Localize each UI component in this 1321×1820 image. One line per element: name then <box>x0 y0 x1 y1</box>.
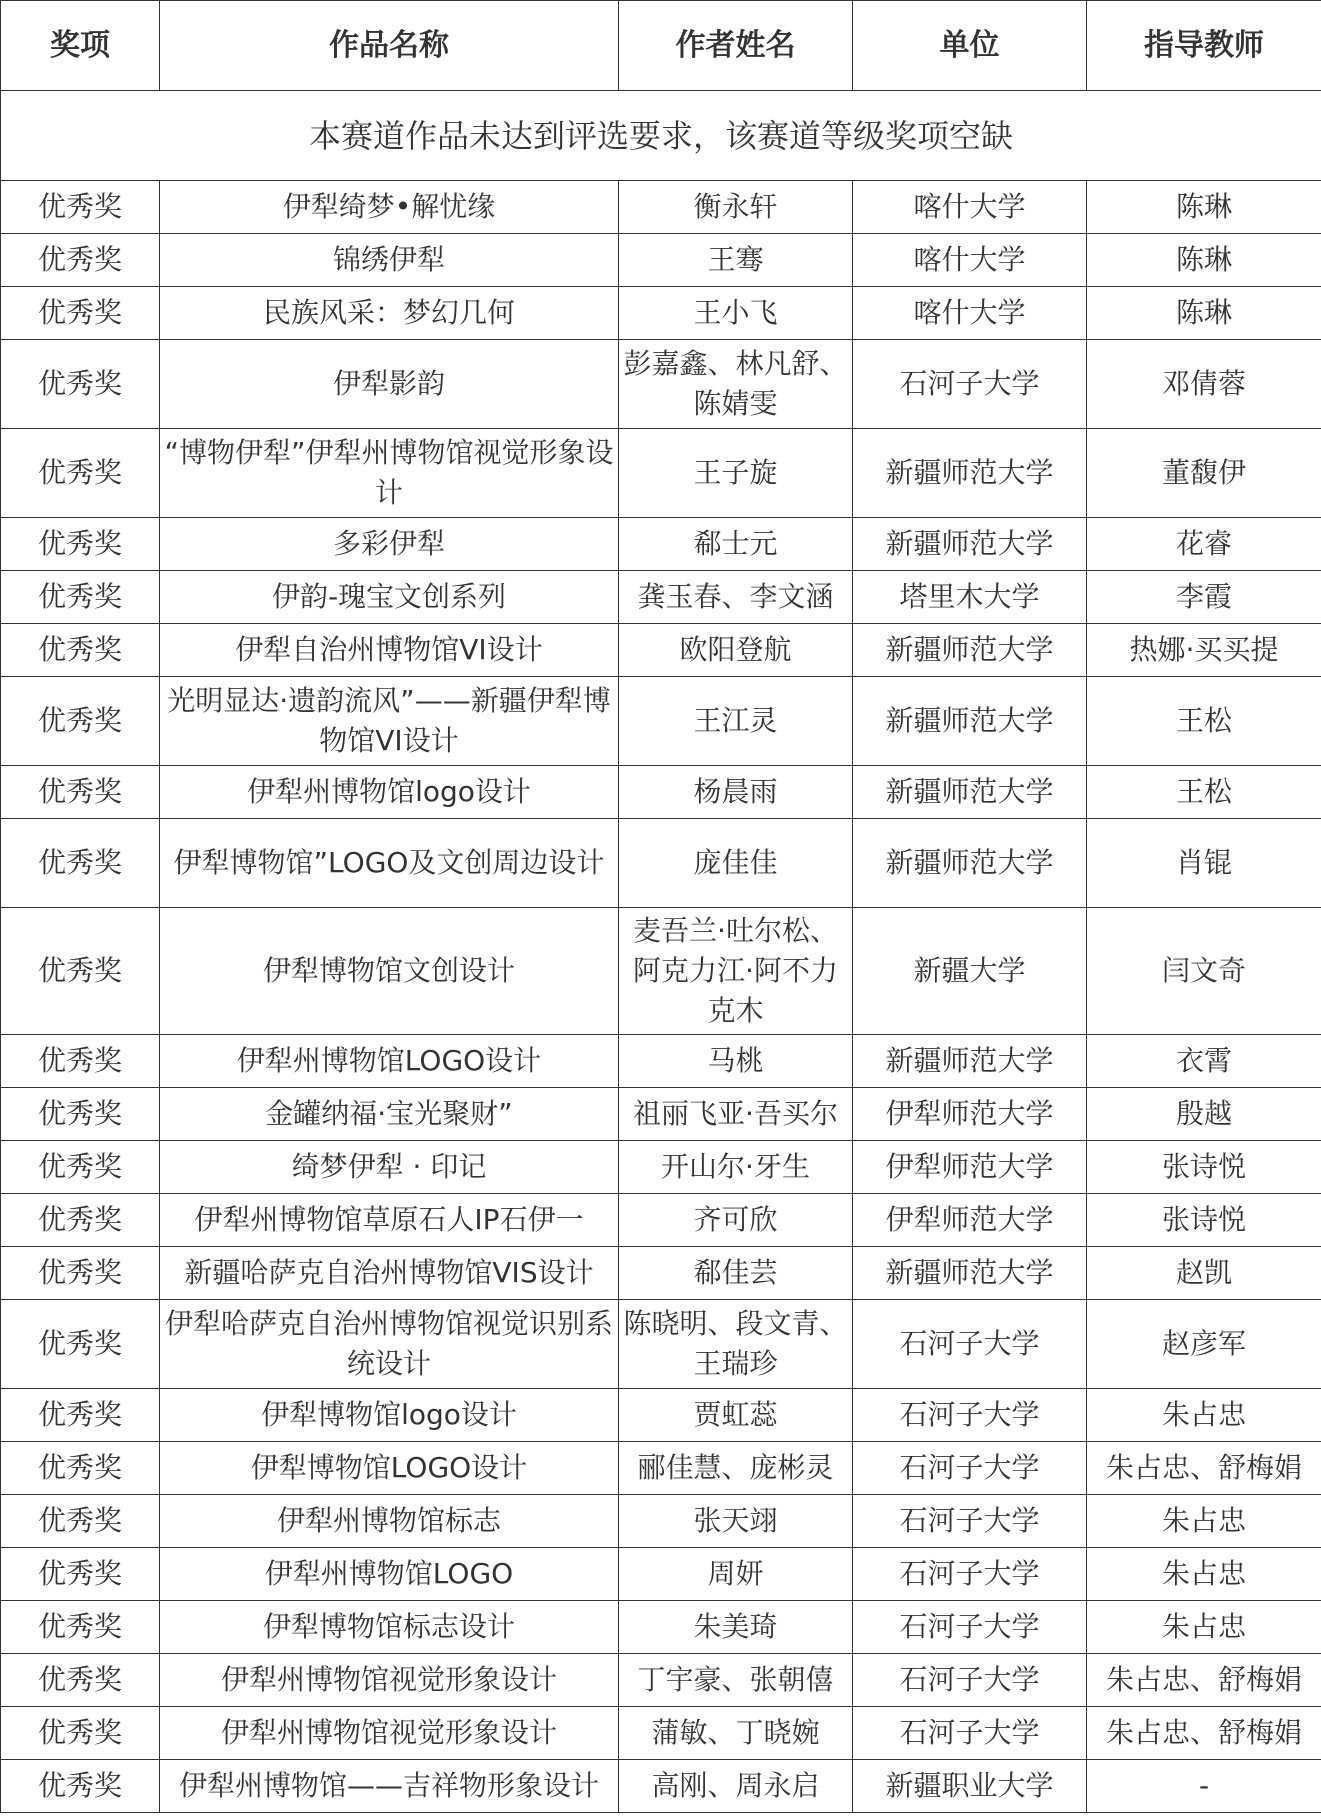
teacher-cell: 朱占忠 <box>1087 1495 1321 1548</box>
work-title-cell: 绮梦伊犁 · 印记 <box>160 1141 619 1194</box>
notice-row <box>1 91 1321 181</box>
table-row <box>1 1495 1321 1548</box>
award-cell: 优秀奖 <box>1 287 160 340</box>
award-cell: 优秀奖 <box>1 1300 160 1389</box>
unit-cell: 新疆师范大学 <box>853 1247 1087 1300</box>
header-unit: 单位 <box>853 1 1087 91</box>
table-row <box>1 181 1321 234</box>
work-title-cell: 伊犁州博物馆草原石人IP石伊一 <box>160 1194 619 1247</box>
table-row <box>1 1300 1321 1389</box>
author-cell: 王骞 <box>619 234 853 287</box>
unit-cell: 新疆师范大学 <box>853 677 1087 766</box>
work-title-cell: 光明显达·遗韵流风”——新疆伊犁博物馆VI设计 <box>160 677 619 766</box>
unit-cell: 新疆师范大学 <box>853 1035 1087 1088</box>
work-title-cell: 新疆哈萨克自治州博物馆VIS设计 <box>160 1247 619 1300</box>
author-cell: 周妍 <box>619 1548 853 1601</box>
work-title-cell: 伊犁影韵 <box>160 340 619 429</box>
unit-cell: 新疆师范大学 <box>853 624 1087 677</box>
vacancy-notice: 本赛道作品未达到评选要求，该赛道等级奖项空缺 <box>1 91 1321 181</box>
author-cell: 开山尔·牙生 <box>619 1141 853 1194</box>
teacher-cell: 殷越 <box>1087 1088 1321 1141</box>
author-cell: 王小飞 <box>619 287 853 340</box>
teacher-cell: 朱占忠 <box>1087 1548 1321 1601</box>
teacher-cell: 肖锟 <box>1087 819 1321 908</box>
table-row <box>1 1035 1321 1088</box>
author-cell: 祖丽飞亚·吾买尔 <box>619 1088 853 1141</box>
work-title-cell: 伊犁州博物馆——吉祥物形象设计 <box>160 1760 619 1813</box>
unit-cell: 石河子大学 <box>853 1300 1087 1389</box>
unit-cell: 石河子大学 <box>853 1442 1087 1495</box>
teacher-cell: 王松 <box>1087 677 1321 766</box>
table-row <box>1 1760 1321 1813</box>
award-cell: 优秀奖 <box>1 1442 160 1495</box>
award-cell: 优秀奖 <box>1 624 160 677</box>
work-title-cell: 民族风采：梦幻几何 <box>160 287 619 340</box>
unit-cell: 新疆大学 <box>853 908 1087 1035</box>
award-cell: 优秀奖 <box>1 1247 160 1300</box>
work-title-cell: 伊犁博物馆logo设计 <box>160 1389 619 1442</box>
unit-cell: 伊犁师范大学 <box>853 1194 1087 1247</box>
author-cell: 郦佳慧、庞彬灵 <box>619 1442 853 1495</box>
table-row <box>1 1088 1321 1141</box>
work-title-cell: 伊犁州博物馆视觉形象设计 <box>160 1707 619 1760</box>
unit-cell: 石河子大学 <box>853 1707 1087 1760</box>
table-row <box>1 1442 1321 1495</box>
table-row <box>1 766 1321 819</box>
author-cell: 高刚、周永启 <box>619 1760 853 1813</box>
author-cell: 杨晨雨 <box>619 766 853 819</box>
award-cell: 优秀奖 <box>1 766 160 819</box>
award-cell: 优秀奖 <box>1 1194 160 1247</box>
header-teacher: 指导教师 <box>1087 1 1321 91</box>
teacher-cell: 邓倩蓉 <box>1087 340 1321 429</box>
unit-cell: 石河子大学 <box>853 1548 1087 1601</box>
unit-cell: 石河子大学 <box>853 1389 1087 1442</box>
author-cell: 彭嘉鑫、林凡舒、陈婧雯 <box>619 340 853 429</box>
award-cell: 优秀奖 <box>1 1707 160 1760</box>
award-cell: 优秀奖 <box>1 1760 160 1813</box>
table-row <box>1 1389 1321 1442</box>
unit-cell: 石河子大学 <box>853 340 1087 429</box>
unit-cell: 塔里木大学 <box>853 571 1087 624</box>
work-title-cell: 多彩伊犁 <box>160 518 619 571</box>
unit-cell: 喀什大学 <box>853 181 1087 234</box>
work-title-cell: 伊犁州博物馆标志 <box>160 1495 619 1548</box>
author-cell: 衡永轩 <box>619 181 853 234</box>
teacher-cell: 衣霄 <box>1087 1035 1321 1088</box>
award-cell: 优秀奖 <box>1 1389 160 1442</box>
unit-cell: 新疆职业大学 <box>853 1760 1087 1813</box>
teacher-cell: 张诗悦 <box>1087 1194 1321 1247</box>
table-row <box>1 1194 1321 1247</box>
unit-cell: 石河子大学 <box>853 1495 1087 1548</box>
teacher-cell: 王松 <box>1087 766 1321 819</box>
author-cell: 贾虹蕊 <box>619 1389 853 1442</box>
award-cell: 优秀奖 <box>1 1548 160 1601</box>
teacher-cell: - <box>1087 1760 1321 1813</box>
author-cell: 王江灵 <box>619 677 853 766</box>
author-cell: 麦吾兰·吐尔松、阿克力江·阿不力克木 <box>619 908 853 1035</box>
author-cell: 丁宇豪、张朝僖 <box>619 1654 853 1707</box>
work-title-cell: 伊犁博物馆”LOGO及文创周边设计 <box>160 819 619 908</box>
teacher-cell: 朱占忠、舒梅娟 <box>1087 1442 1321 1495</box>
unit-cell: 喀什大学 <box>853 234 1087 287</box>
unit-cell: 伊犁师范大学 <box>853 1088 1087 1141</box>
teacher-cell: 朱占忠、舒梅娟 <box>1087 1654 1321 1707</box>
award-cell: 优秀奖 <box>1 429 160 518</box>
table-row <box>1 287 1321 340</box>
teacher-cell: 朱占忠、舒梅娟 <box>1087 1707 1321 1760</box>
author-cell: 齐可欣 <box>619 1194 853 1247</box>
teacher-cell: 赵彦军 <box>1087 1300 1321 1389</box>
author-cell: 郗士元 <box>619 518 853 571</box>
award-cell: 优秀奖 <box>1 181 160 234</box>
author-cell: 郗佳芸 <box>619 1247 853 1300</box>
award-cell: 优秀奖 <box>1 234 160 287</box>
unit-cell: 石河子大学 <box>853 1601 1087 1654</box>
author-cell: 马桃 <box>619 1035 853 1088</box>
work-title-cell: 伊犁博物馆标志设计 <box>160 1601 619 1654</box>
work-title-cell: 金罐纳福·宝光聚财” <box>160 1088 619 1141</box>
table-row <box>1 571 1321 624</box>
award-cell: 优秀奖 <box>1 518 160 571</box>
table-row <box>1 1141 1321 1194</box>
table-row <box>1 1548 1321 1601</box>
teacher-cell: 朱占忠 <box>1087 1389 1321 1442</box>
author-cell: 龚玉春、李文涵 <box>619 571 853 624</box>
award-cell: 优秀奖 <box>1 908 160 1035</box>
award-cell: 优秀奖 <box>1 1654 160 1707</box>
teacher-cell: 张诗悦 <box>1087 1141 1321 1194</box>
work-title-cell: 伊犁州博物馆LOGO <box>160 1548 619 1601</box>
table-row <box>1 624 1321 677</box>
header-row <box>1 1 1321 91</box>
table-row <box>1 429 1321 518</box>
work-title-cell: 伊犁州博物馆LOGO设计 <box>160 1035 619 1088</box>
award-cell: 优秀奖 <box>1 1601 160 1654</box>
header-award: 奖项 <box>1 1 160 91</box>
header-author: 作者姓名 <box>619 1 853 91</box>
work-title-cell: 伊犁绮梦•解忧缘 <box>160 181 619 234</box>
unit-cell: 喀什大学 <box>853 287 1087 340</box>
work-title-cell: 锦绣伊犁 <box>160 234 619 287</box>
table-row <box>1 234 1321 287</box>
author-cell: 王子旋 <box>619 429 853 518</box>
work-title-cell: 伊犁自治州博物馆VI设计 <box>160 624 619 677</box>
teacher-cell: 董馥伊 <box>1087 429 1321 518</box>
teacher-cell: 闫文奇 <box>1087 908 1321 1035</box>
award-cell: 优秀奖 <box>1 340 160 429</box>
teacher-cell: 赵凯 <box>1087 1247 1321 1300</box>
award-cell: 优秀奖 <box>1 1495 160 1548</box>
table-row <box>1 1601 1321 1654</box>
author-cell: 欧阳登航 <box>619 624 853 677</box>
author-cell: 蒲敏、丁晓婉 <box>619 1707 853 1760</box>
teacher-cell: 陈琳 <box>1087 181 1321 234</box>
unit-cell: 伊犁师范大学 <box>853 1141 1087 1194</box>
unit-cell: 新疆师范大学 <box>853 819 1087 908</box>
award-cell: 优秀奖 <box>1 571 160 624</box>
unit-cell: 石河子大学 <box>853 1654 1087 1707</box>
work-title-cell: 伊韵-瑰宝文创系列 <box>160 571 619 624</box>
author-cell: 朱美琦 <box>619 1601 853 1654</box>
table-row <box>1 1707 1321 1760</box>
table-row <box>1 1654 1321 1707</box>
table-row <box>1 1247 1321 1300</box>
table-row <box>1 340 1321 429</box>
teacher-cell: 陈琳 <box>1087 287 1321 340</box>
table-row <box>1 908 1321 1035</box>
work-title-cell: 伊犁州博物馆logo设计 <box>160 766 619 819</box>
table-row <box>1 819 1321 908</box>
author-cell: 陈晓明、段文青、王瑞珍 <box>619 1300 853 1389</box>
work-title-cell: 伊犁博物馆文创设计 <box>160 908 619 1035</box>
award-cell: 优秀奖 <box>1 1035 160 1088</box>
work-title-cell: 伊犁博物馆LOGO设计 <box>160 1442 619 1495</box>
unit-cell: 新疆师范大学 <box>853 429 1087 518</box>
award-cell: 优秀奖 <box>1 819 160 908</box>
unit-cell: 新疆师范大学 <box>853 766 1087 819</box>
teacher-cell: 李霞 <box>1087 571 1321 624</box>
award-cell: 优秀奖 <box>1 677 160 766</box>
unit-cell: 新疆师范大学 <box>853 518 1087 571</box>
work-title-cell: 伊犁州博物馆视觉形象设计 <box>160 1654 619 1707</box>
teacher-cell: 朱占忠 <box>1087 1601 1321 1654</box>
award-cell: 优秀奖 <box>1 1141 160 1194</box>
teacher-cell: 花睿 <box>1087 518 1321 571</box>
award-cell: 优秀奖 <box>1 1088 160 1141</box>
work-title-cell: 伊犁哈萨克自治州博物馆视觉识别系统设计 <box>160 1300 619 1389</box>
header-work: 作品名称 <box>160 1 619 91</box>
table-row <box>1 518 1321 571</box>
table-row <box>1 677 1321 766</box>
teacher-cell: 陈琳 <box>1087 234 1321 287</box>
author-cell: 张天翊 <box>619 1495 853 1548</box>
work-title-cell: “博物伊犁”伊犁州博物馆视觉形象设计 <box>160 429 619 518</box>
author-cell: 庞佳佳 <box>619 819 853 908</box>
teacher-cell: 热娜·买买提 <box>1087 624 1321 677</box>
